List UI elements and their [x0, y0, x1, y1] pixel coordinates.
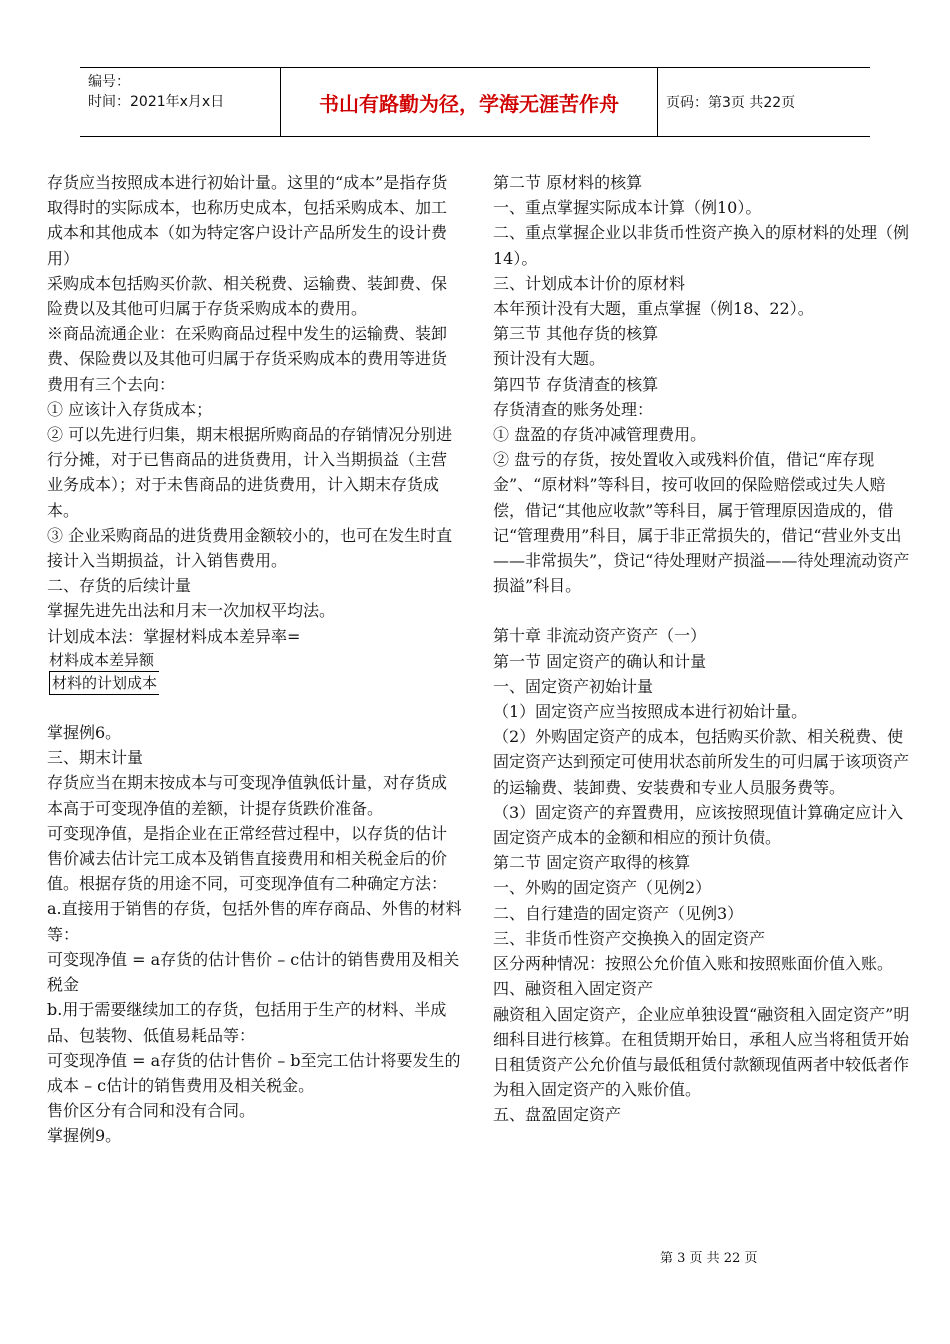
formula: 可变现净值 = a存货的估计售价 – c估计的销售费用及相关税金 [47, 949, 460, 995]
paragraph: （2）外购固定资产的成本，包括购买价款、相关税费、使固定资产达到预定可使用状态前所发生的可归属于该项资产的运输费、装卸费、安装费和专业人员服务费等。 [493, 727, 910, 797]
paragraph: ① 盘盈的存货冲减管理费用。 [493, 425, 707, 445]
section-heading: 第四节 存货清查的核算 [493, 374, 659, 394]
paragraph: （3）固定资产的弃置费用，应该按照现值计算确定应计入固定资产成本的金额和相应的预计负债。 [493, 802, 904, 848]
section-heading: 第一节 固定资产的确认和计量 [493, 651, 707, 671]
paragraph: 三、非货币性资产交换换入的固定资产 [493, 928, 766, 948]
page-footer: 第 3 页 共 22 页 [660, 1251, 758, 1266]
paragraph: 存货应当按照成本进行初始计量。这里的“成本”是指存货取得时的实际成本，也称历史成本，包括采购成本、加工成本和其他成本（如为特定客户设计产品所发生的设计费用） [47, 173, 448, 268]
left-column [47, 170, 462, 1149]
section-heading: 三、期末计量 [47, 748, 144, 768]
paragraph: ※商品流通企业：在采购商品过程中发生的运输费、装卸费、保险费以及其他可归属于存货采购成本的费用等进货费用有三个去向： [47, 324, 448, 394]
fraction-denominator: 材料的计划成本 [49, 672, 159, 695]
right-column [493, 170, 913, 1128]
paragraph: 四、融资租入固定资产 [493, 979, 654, 999]
section-heading: 第二节 原材料的核算 [493, 173, 643, 192]
section-heading: 第三节 其他存货的核算 [493, 324, 659, 344]
formula: 可变现净值 = a存货的估计售价 – b至完工估计将要发生的成本 – c估计的销售费用及相关税金。 [47, 1050, 461, 1095]
paragraph: 一、重点掌握实际成本计算（例10）。 [493, 198, 762, 218]
paragraph: 区分两种情况：按照公允价值入账和按照账面价值入账。 [493, 954, 894, 974]
paragraph: a.直接用于销售的存货，包括外售的库存商品、外售的材料等： [47, 899, 462, 944]
paragraph: ② 盘亏的存货，按处置收入或残料价值，借记“库存现金”、“原材料”等科目，按可收回的保险赔偿或过失人赔偿，借记“其他应收款”等科目，属于管理原因造成的，借记“管理费用”科目，属于非正常损失的，借记“营业外支出——非常损失”，贷记“待处理财产损溢——待处理流动资产损溢”科目。 [493, 450, 910, 596]
paragraph: 预计没有大题。 [493, 349, 606, 369]
paragraph: b.用于需要继续加工的存货，包括用于生产的材料、半成品、包装物、低值易耗品等： [47, 1000, 447, 1045]
paragraph: ① 应该计入存货成本； [47, 399, 213, 419]
number-label: 编号： [88, 74, 130, 90]
page-header [80, 67, 870, 137]
paragraph: ② 可以先进行归集，期末根据所购商品的存销情况分别进行分摊，对于已售商品的进货费用，计入当期损益（主营业务成本）；对于未售商品的进货费用，计入期末存货成本。 [47, 425, 453, 520]
paragraph: 二、重点掌握企业以非货币性资产换入的原材料的处理（例14）。 [493, 223, 910, 268]
header-motto: 书山有路勤为径，学海无涯苦作舟 [280, 68, 658, 136]
paragraph: 采购成本包括购买价款、相关税费、运输费、装卸费、保险费以及其他可归属于存货采购成本的费用。 [47, 273, 448, 319]
header-meta [80, 68, 280, 136]
paragraph: 一、外购的固定资产（见例2） [493, 878, 712, 898]
time-label: 时间：2021年x月x日 [88, 94, 225, 110]
paragraph: 掌握先进先出法和月末一次加权平均法。 [47, 601, 336, 621]
chapter-heading: 第十章 非流动资产资产（一） [493, 626, 707, 646]
paragraph: 本年预计没有大题，重点掌握（例18、22）。 [493, 299, 814, 319]
paragraph: 二、自行建造的固定资产（见例3） [493, 903, 744, 923]
paragraph: 五、盘盈固定资产 [493, 1105, 622, 1125]
fraction-numerator: 材料成本差异额 [49, 649, 159, 672]
section-heading: 第二节 固定资产取得的核算 [493, 853, 691, 873]
variance-rate-fraction [49, 649, 159, 695]
paragraph: 计划成本法：掌握材料成本差异率= [47, 626, 301, 646]
paragraph: 融资租入固定资产，企业应单独设置“融资租入固定资产”明细科目进行核算。在租赁期开始日，承租人应当将租赁开始日租赁资产公允价值与最低租赁付款额现值两者中较低者作为租入固定资产的入账价值。 [493, 1004, 910, 1100]
paragraph: 售价区分有合同和没有合同。 [47, 1101, 256, 1121]
paragraph: 掌握例9。 [47, 1126, 122, 1146]
paragraph: 一、固定资产初始计量 [493, 676, 654, 696]
paragraph: 存货应当在期末按成本与可变现净值孰低计量，对存货成本高于可变现净值的差额，计提存货跌价准备。 [47, 773, 448, 818]
paragraph: （1）固定资产应当按照成本进行初始计量。 [493, 702, 808, 722]
paragraph: 三、计划成本计价的原材料 [493, 273, 686, 293]
paragraph: 可变现净值，是指企业在正常经营过程中，以存货的估计售价减去估计完工成本及销售直接费用和相关税金后的价值。根据存货的用途不同，可变现净值有二种确定方法： [47, 823, 448, 894]
paragraph: ③ 企业采购商品的进货费用金额较小的，也可在发生时直接计入当期损益，计入销售费用。 [47, 525, 453, 571]
header-page-info: 页码：第3页 共22页 [666, 95, 796, 111]
section-heading: 二、存货的后续计量 [47, 576, 192, 596]
paragraph: 存货清查的账务处理： [493, 399, 654, 419]
paragraph: 掌握例6。 [47, 723, 122, 743]
